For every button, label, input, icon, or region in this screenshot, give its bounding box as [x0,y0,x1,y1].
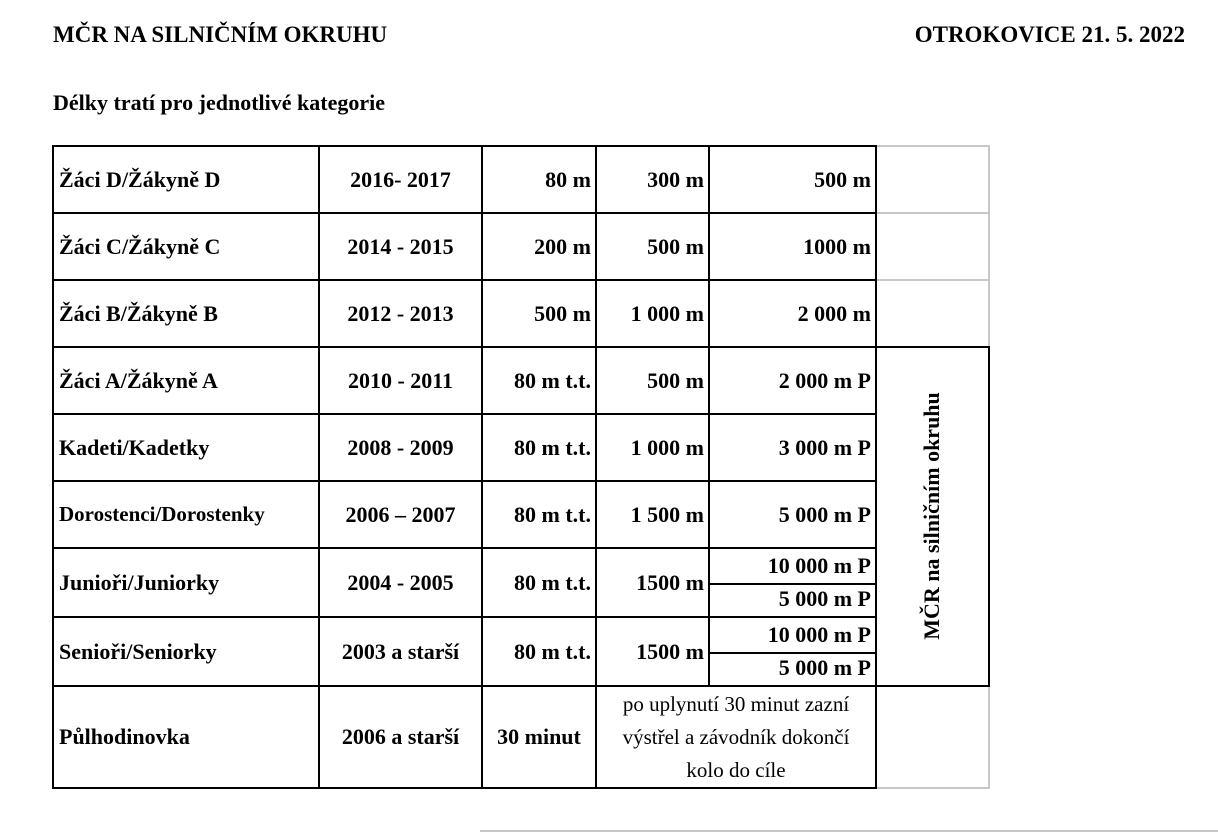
cell-category: Kadeti/Kadetky [59,434,210,460]
cell-d2: 1500 m [636,638,704,664]
grid-line [988,685,990,789]
cell-years: 2006 – 2007 [345,501,456,527]
cell-category: Žáci B/Žákyně B [59,300,218,326]
halfhour-note: po uplynutí 30 minut zazní výstřel a závodník dokončí kolo do cíle [622,691,850,782]
grid-line [877,145,990,147]
cell-d1: 200 m [534,233,591,259]
cell-category: Žáci A/Žákyně A [59,367,218,393]
grid-line [877,787,990,789]
cell-category: Senioři/Seniorky [59,638,217,664]
halfhour-duration: 30 minut [497,724,581,749]
cell-d3: 2 000 m P [778,367,871,393]
cell-d1: 80 m t.t. [514,638,591,664]
grid-line [877,279,990,281]
cell-d3: 10 000 m P [767,552,871,578]
cell-years: 2003 a starší [341,638,460,664]
cell-years: 2004 - 2005 [347,569,454,595]
cell-d2: 500 m [647,367,704,393]
grid-line [988,145,990,347]
cell-d3: 5 000 m P [778,655,871,681]
cell-years: 2012 - 2013 [347,300,454,326]
cell-d1: 80 m t.t. [514,434,591,460]
cell-d2: 1 000 m [630,434,704,460]
cell-d2: 500 m [647,233,704,259]
halfhour-category: Půlhodinovka [59,724,190,749]
cell-category: Žáci C/Žákyně C [59,233,221,259]
page-title: MČR NA SILNIČNÍM OKRUHU [53,22,388,47]
grid-line [877,212,990,214]
location-date: OTROKOVICE 21. 5. 2022 [914,22,1185,47]
side-label: MČR na silničním okruhu [919,392,944,640]
halfhour-years: 2006 a starší [341,724,460,749]
cell-d2: 300 m [647,166,704,192]
grid-line [875,145,877,789]
cell-d1: 80 m [545,166,591,192]
cell-years: 2010 - 2011 [347,367,454,393]
cell-d3: 5 000 m P [778,586,871,612]
cell-d2: 1 000 m [630,300,704,326]
cell-d1: 500 m [534,300,591,326]
cell-d3: 2 000 m [797,300,871,326]
cell-d3: 10 000 m P [767,621,871,647]
table-subtitle: Délky tratí pro jednotlivé kategorie [53,90,385,115]
cell-years: 2008 - 2009 [347,434,454,460]
cell-category: Junioři/Juniorky [59,569,220,595]
cell-years: 2016- 2017 [350,166,451,192]
cell-d3: 500 m [814,166,871,192]
cell-d1: 80 m t.t. [514,501,591,527]
cell-d3: 3 000 m P [778,434,871,460]
cell-years: 2014 - 2015 [347,233,454,259]
cell-d3: 1000 m [803,233,871,259]
grid-line [52,787,877,789]
cell-d3: 5 000 m P [778,501,871,527]
cell-d2: 1 500 m [630,501,704,527]
cell-d1: 80 m t.t. [514,367,591,393]
grid-line [988,346,990,687]
cell-category: Dorostenci/Dorostenky [59,502,265,526]
cell-d1: 80 m t.t. [514,569,591,595]
grid-line [480,830,1218,832]
cell-d2: 1500 m [636,569,704,595]
cell-category: Žáci D/Žákyně D [59,166,221,192]
